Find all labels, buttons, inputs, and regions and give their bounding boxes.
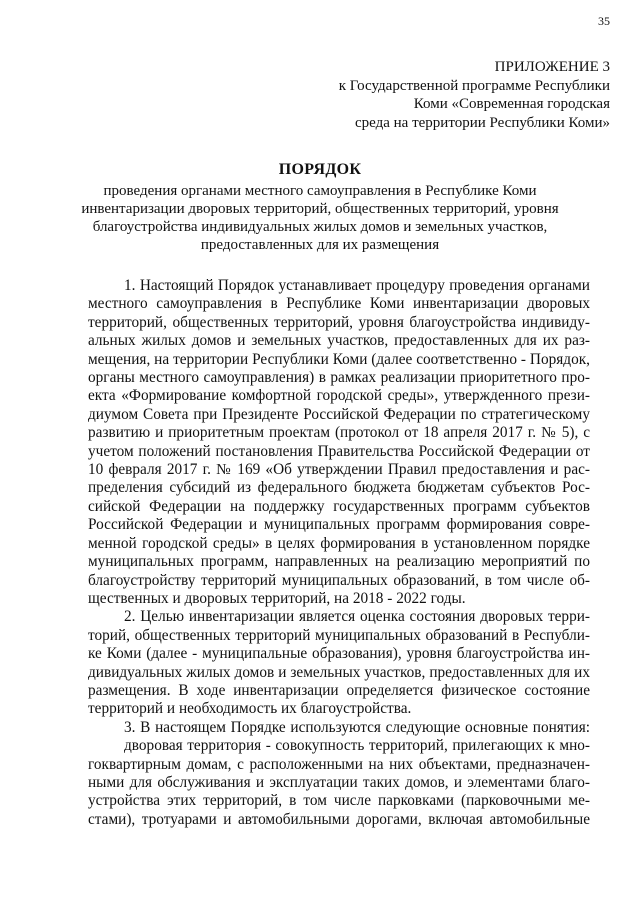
document-body bbox=[88, 277, 590, 829]
page-number: 35 bbox=[598, 14, 610, 28]
body-line: 3. В настоящем Порядке используются следующие основные понятия: bbox=[124, 718, 590, 736]
body-line: территорий и необходимость их благоустройства. bbox=[88, 700, 412, 718]
body-line: стами), тротуарами и автомобильными дорогами, включая автомобильные bbox=[88, 810, 590, 828]
appendix-line: к Государственной программе Республики bbox=[338, 77, 610, 94]
body-line: 2. Целью инвентаризации является оценка состояния дворовых терри- bbox=[124, 608, 590, 626]
body-line: ке Коми (далее - муниципальные образования), уровня благоустройства ин- bbox=[88, 645, 590, 663]
body-line: развитию и приоритетным проектам (протокол от 18 апреля 2017 г. № 5), с bbox=[88, 424, 590, 442]
body-line: территорий, общественных территорий, уровня благоустройства индивиду- bbox=[88, 313, 590, 331]
body-line: местного самоуправления в Республике Коми инвентаризации дворовых bbox=[88, 295, 590, 313]
body-line: муниципальных программ, направленных на реализацию мероприятий по bbox=[88, 553, 590, 571]
body-line: 1. Настоящий Порядок устанавливает процедуру проведения органами bbox=[124, 277, 590, 294]
body-line: екта «Формирование комфортной городской среды», утвержденного прези- bbox=[88, 387, 590, 405]
document-subtitle bbox=[0, 182, 640, 254]
appendix-line: ПРИЛОЖЕНИЕ 3 bbox=[494, 59, 610, 75]
document-title: ПОРЯДОК bbox=[278, 161, 362, 178]
body-line: диумом Совета при Президенте Российской Федерации по стратегическому bbox=[88, 405, 590, 423]
body-line: менной городской среды» в целях формирования в установленном порядке bbox=[88, 534, 590, 552]
body-line: устройства этих территорий, в том числе парковками (парковочными ме- bbox=[88, 792, 590, 810]
body-line: органы местного самоуправления) в рамках реализации приоритетного про- bbox=[88, 369, 590, 387]
body-line: альных жилых домов и земельных участков, предоставленных для их раз- bbox=[88, 332, 590, 350]
body-line: пределения субсидий из федерального бюджета бюджетам субъектов Рос- bbox=[88, 479, 590, 497]
subtitle-line: проведения органами местного самоуправления в Республике Коми bbox=[103, 183, 537, 199]
subtitle-line: благоустройства индивидуальных жилых домов и земельных участков, bbox=[92, 219, 548, 235]
appendix-line: Коми «Современная городская bbox=[413, 96, 610, 112]
body-line: торий, общественных территорий муниципальных образований в Республи- bbox=[88, 626, 590, 644]
subtitle-line: предоставленных для их размещения bbox=[200, 237, 440, 253]
body-line: гоквартирным домам, с расположенными на них объектами, предназначен- bbox=[88, 755, 590, 773]
body-line: дворовая территория - совокупность территорий, прилегающих к мно- bbox=[124, 737, 590, 755]
body-line: благоустройству территорий муниципальных образований, в том числе об- bbox=[88, 571, 590, 589]
appendix-header bbox=[339, 58, 610, 132]
subtitle-line: инвентаризации дворовых территорий, общественных территорий, уровня bbox=[81, 201, 559, 217]
body-line: дивидуальных жилых домов и земельных участков, предоставленных для их bbox=[88, 663, 590, 681]
appendix-line: среда на территории Республики Коми» bbox=[355, 114, 610, 131]
body-line: ными для обслуживания и эксплуатации таких домов, и элементами благо- bbox=[88, 773, 590, 791]
body-line: мещения, на территории Республики Коми (далее соответственно - Порядок, bbox=[88, 350, 590, 368]
body-line: сийской Федерации на поддержку государственных программ субъектов bbox=[88, 497, 590, 515]
body-line: Российской Федерации и муниципальных программ формирования совре- bbox=[88, 516, 590, 534]
body-line: щественных и дворовых территорий, на 2018 - 2022 годы. bbox=[88, 589, 466, 607]
body-line: 10 февраля 2017 г. № 169 «Об утверждении Правил предоставления и рас- bbox=[88, 461, 590, 479]
body-line: размещения. В ходе инвентаризации определяется физическое состояние bbox=[88, 681, 590, 699]
body-line: учетом положений постановления Правительства Российской Федерации от bbox=[88, 442, 590, 460]
